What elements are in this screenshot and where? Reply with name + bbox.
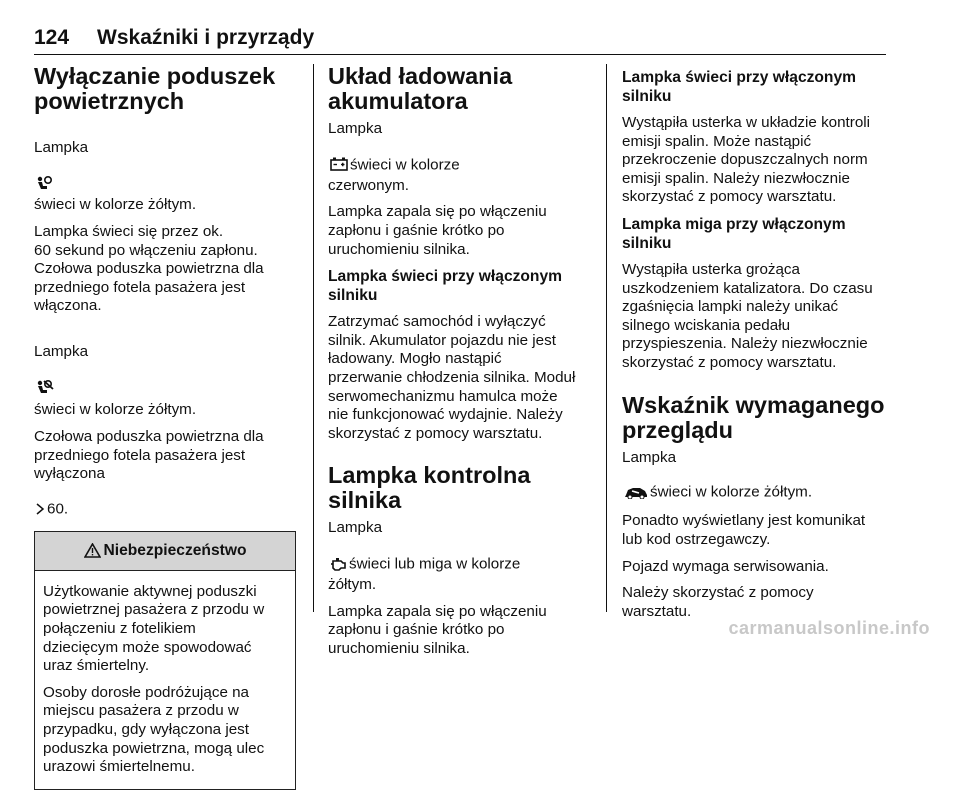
page-reference: 60. [47, 500, 69, 518]
section-heading-charging: Układ ładowania akumulatora [328, 63, 513, 114]
text: Lampka [622, 448, 677, 466]
paragraph: Wystąpiła usterka grożąca uszkodzeniem katalizatora. Do czasu zgaśnięcia lampki należy unikać silnego wciskania pedału przyspieszenia. Należy niezwłocznie skorzystać z pomocy warsztatu. [622, 260, 873, 371]
paragraph: Pojazd wymaga serwisowania. [622, 557, 829, 575]
paragraph [328, 120, 594, 195]
danger-box [34, 531, 296, 790]
watermark: carmanualsonline.info [728, 618, 930, 638]
paragraph [622, 449, 888, 505]
text: świeci w kolorze czerwonym. [328, 156, 460, 194]
paragraph [328, 519, 594, 594]
subheading: Lampka miga przy włączonym silniku [622, 215, 846, 252]
danger-box-body [35, 571, 295, 789]
section-heading-service: Wskaźnik wymaganego przeglądu [622, 391, 885, 443]
text: świeci lub miga w kolorze żółtym. [328, 555, 521, 594]
paragraph: Użytkowanie aktywnej poduszki powietrznej pasażera z przodu w połączeniu z fotelikiem dziecięcym może spowodować uraz śmiertelny. [43, 582, 265, 675]
section-heading-engine-light: Lampka kontrolna silnika [328, 462, 531, 514]
airbag-off-icon [36, 361, 54, 401]
column-2 [328, 64, 594, 666]
paragraph [34, 324, 296, 420]
airbag-on-icon [36, 157, 53, 196]
danger-box-title: Niebezpieczeństwo [103, 541, 247, 559]
text: Lampka [328, 120, 383, 137]
battery-icon [330, 139, 348, 177]
section-heading-airbag-off: Wyłączanie poduszek powietrznych [34, 63, 276, 114]
paragraph: Należy skorzystać z pomocy warsztatu. [622, 584, 814, 620]
column-3 [622, 64, 888, 629]
column-1 [34, 64, 296, 790]
engine-check-icon [330, 538, 347, 576]
page-number: 124 [34, 26, 70, 49]
paragraph: Zatrzymać samochód i wyłączyć silnik. Akumulator pojazdu nie jest ładowany. Mogło nastąpić przerwanie chłodzenia silnika. Moduł serwomechanizmu hamulca może nie funkcjonować wydajnie. Należy skorzystać z pomocy warsztatu. [328, 313, 576, 442]
text: Lampka [328, 519, 383, 537]
paragraph [34, 120, 296, 215]
chapter-title: Wskaźniki i przyrządy [97, 26, 315, 49]
text: świeci w kolorze żółtym. [34, 196, 197, 214]
warning-triangle-icon [84, 543, 101, 558]
column-divider [313, 64, 314, 612]
paragraph [34, 428, 296, 521]
text: Czołowa poduszka powietrzna dla przedniego fotela pasażera jest wyłączona [34, 427, 264, 483]
text: świeci w kolorze żółtym. [34, 401, 197, 419]
text: Lampka [34, 342, 89, 360]
paragraph: Lampka świeci się przez ok. 60 sekund po włączeniu zapłonu. Czołowa poduszka powietrzna dla przedniego fotela pasażera jest włączona. [34, 222, 264, 315]
subheading: Lampka świeci przy włączonym silniku [622, 69, 856, 105]
paragraph: Ponadto wyświetlany jest komunikat lub kod ostrzegawczy. [622, 512, 866, 548]
page-reference-arrow-icon [36, 484, 45, 521]
header-rule [34, 54, 886, 55]
paragraph: Wystąpiła usterka w układzie kontroli emisji spalin. Może nastąpić przekroczenie dopuszczalnych norm emisji spalin. Należy niezwłocznie skorzystać z pomocy warsztatu. [622, 114, 871, 206]
paragraph: Lampka zapala się po włączeniu zapłonu i gaśnie krótko po uruchomieniu silnika. [328, 602, 547, 657]
service-wrench-car-icon [624, 467, 648, 504]
text: Lampka [34, 138, 89, 156]
column-divider [606, 64, 607, 612]
paragraph: Osoby dorosłe podróżujące na miejscu pasażera z przodu w przypadku, gdy wyłączona jest poduszka powietrzna, mogą ulec urazowi śmiertelnemu. [43, 683, 265, 776]
danger-box-header [35, 532, 295, 571]
text: świeci w kolorze żółtym. [650, 483, 813, 501]
paragraph: Lampka zapala się po włączeniu zapłonu i gaśnie krótko po uruchomieniu silnika. [328, 203, 547, 258]
page-header [34, 26, 314, 50]
subheading: Lampka świeci przy włączonym silniku [328, 268, 562, 305]
